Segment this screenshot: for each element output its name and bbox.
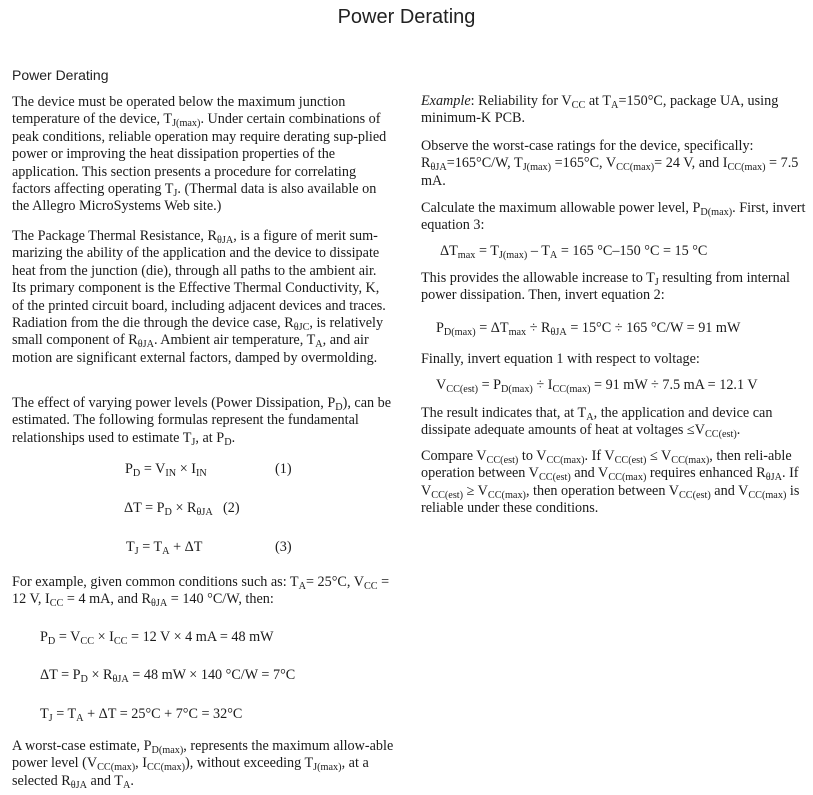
right-paragraph-3: Calculate the maximum allowable power level, $P_{D(max)}$. First, invert equation 3: [421, 200, 806, 234]
left-paragraph-5: A worst-case estimate, $P_{D(max)}$, represents the maximum allow-able power level ($V_{CC(max)}$, $I_{CC(max)}$), without exceeding $T_{J(max)}$, at a selected $R_{\theta JA}$ and $T_A$. [12, 738, 394, 791]
right-equation-b: $P_{D(max)} = \Delta T_{max} \div R_{\theta JA} = 15^\circ C \div 165$ °C/W = 91 mW [436, 320, 741, 338]
equation-1-number: (1) [275, 461, 292, 477]
right-paragraph-2: Observe the worst-case ratings for the device, specifically: $R_{\theta JA}=165^\circ C/W$, $T_{J(max)} =165^\circ C$, $V_{CC(max)}= 24$ V, and $I_{CC(max)} = 7.5$ mA. [421, 138, 799, 189]
example-equation-3: $T_J = T_A + \Delta T = 25^\circ C + 7^\circ C = 32^\circ C$ [40, 706, 243, 724]
right-paragraph-6: The result indicates that, at $T_A$, the application and device can dissipate adequate amounts of heat at voltages $\le V_{CC(est)}$. [421, 405, 773, 441]
page-title: Power Derating [337, 6, 476, 28]
equation-2-number: (2) [223, 500, 240, 516]
left-paragraph-4: For example, given common conditions such as: $T_A= 25^\circ C$, $V_{CC} = 12$ V, $I_{CC} = 4$ mA, and $R_{\theta JA} = 140$ °C/W, then: [12, 574, 390, 610]
right-paragraph-5: Finally, invert equation 1 with respect to voltage: [421, 351, 700, 367]
example-equation-2: $\Delta T = P_D \times R_{\theta JA} = 48$ mW × 140 °C/W = 7°C [40, 667, 296, 685]
equation-3: $T_J = T_A + \Delta T$ [126, 539, 203, 557]
equation-1: $P_D = V_{IN} \times I_{IN}$ [125, 461, 207, 479]
left-paragraph-2: The Package Thermal Resistance, $R_{\theta JA}$, is a figure of merit sum-marizing the ability of the application and the device to dissipate heat from the junction (die), through all paths to the ambient air. Its primary component is the Effective Thermal Conductivity, K, of the printed circuit board, including adjacent devices and traces. Radiation from the die through the device case, $R_{\theta JC}$, is relatively small component of $R_{\theta JA}$. Ambient air temperature, $T_A$, and air motion are significant external factors, damped by overmolding. [12, 228, 386, 366]
equation-3-number: (3) [275, 539, 292, 555]
left-paragraph-1: The device must be operated below the maximum junction temperature of the device, $T_{J(max)}$. Under certain combinations of peak conditions, reliable operation may require derating sup-plied power or improving the heat dissipation properties of the application. This section presents a procedure for correlating factors affecting operating $T_J$. (Thermal data is also available on the Allegro MicroSystems Web site.) [12, 94, 387, 215]
right-equation-c: $V_{CC(est)} = P_{D(max)} \div I_{CC(max)} = 91$ mW ÷ 7.5 mA = 12.1 V [436, 377, 758, 395]
right-paragraph-1: Example: Reliability for $V_{CC}$ at $T_A=150^\circ C$, package UA, using minimum-K PCB. [421, 93, 779, 127]
right-paragraph-7: Compare $V_{CC(est)}$ to $V_{CC(max)}$. If $V_{CC(est)} \le V_{CC(max)}$, then reli-able operation between $V_{CC(est)}$ and $V_{CC(max)}$ requires enhanced $R_{\theta JA}$. If $V_{CC(est)} \ge V_{CC(max)}$, then operation between $V_{CC(est)}$ and $V_{CC(max)}$ is reliable under these conditions. [421, 448, 800, 517]
section-heading: Power Derating [12, 67, 109, 83]
right-equation-a: $\Delta T_{max} = T_{J(max)} - T_A = 165$ °C–150 °C = 15 °C [440, 243, 708, 261]
example-equation-1: $P_D = V_{CC} \times I_{CC} = 12$ V × 4 mA = 48 mW [40, 629, 274, 647]
equation-2: $\Delta T = P_D \times R_{\theta JA}$ [124, 500, 213, 518]
left-paragraph-3: The effect of varying power levels (Power Dissipation, $P_D$), can be estimated. The following formulas represent the fundamental relationships used to estimate $T_J$, at $P_D$. [12, 395, 392, 448]
right-paragraph-4: This provides the allowable increase to $T_J$ resulting from internal power dissipation. Then, invert equation 2: [421, 270, 790, 304]
